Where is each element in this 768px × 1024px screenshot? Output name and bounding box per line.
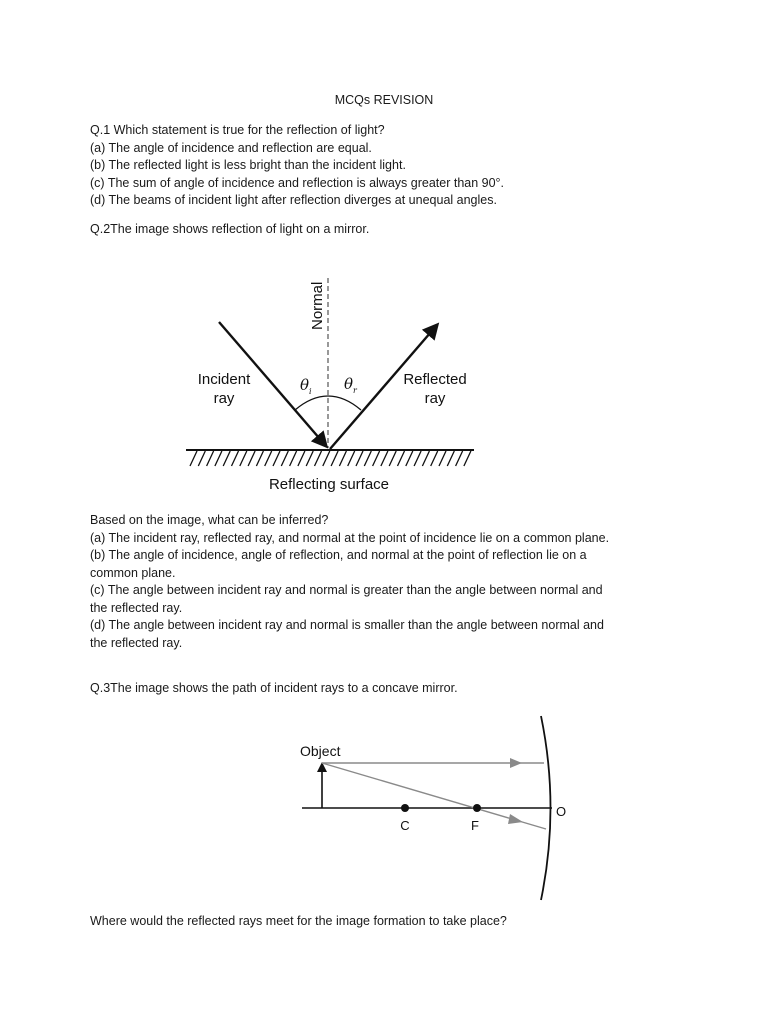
- surface-hatch-line: [431, 451, 438, 466]
- surface-hatch-line: [439, 451, 446, 466]
- surface-hatch-line: [414, 451, 421, 466]
- surface-hatch-line: [447, 451, 454, 466]
- surface-hatch-line: [248, 451, 255, 466]
- surface-hatching: [190, 451, 471, 466]
- question-1-option-a: (a) The angle of incidence and reflection are equal.: [90, 140, 372, 155]
- normal-label: Normal: [309, 281, 326, 330]
- question-1-option-c: (c) The sum of angle of incidence and reflection is always greater than 90°.: [90, 175, 505, 190]
- question-2-option-b: (b) The angle of incidence, angle of reflection, and normal at the point of reflection lie on a common plane.: [90, 548, 587, 580]
- surface-hatch-line: [456, 451, 463, 466]
- surface-hatch-line: [198, 451, 205, 466]
- reflected-ray-label-line-1: Reflected: [403, 371, 467, 388]
- page-title: MCQs REVISION: [334, 93, 434, 107]
- centre-of-curvature-label: C: [400, 818, 410, 833]
- parallel-ray-arrowhead: [510, 758, 522, 768]
- surface-hatch-line: [256, 451, 263, 466]
- question-2-heading: [90, 221, 620, 239]
- surface-hatch-line: [389, 451, 396, 466]
- surface-hatch-line: [240, 451, 247, 466]
- question-2-option-d: (d) The angle between incident ray and normal is smaller than the angle between normal and the reflected ray.: [90, 618, 604, 650]
- question-2-text: Q.2The image shows reflection of light on a mirror.: [90, 222, 370, 236]
- incident-ray-label-line-1: Incident: [197, 371, 251, 388]
- surface-hatch-line: [232, 451, 239, 466]
- surface-hatch-line: [223, 451, 230, 466]
- question-3-prompt: Where would the reflected rays meet for the image formation to take place?: [90, 914, 507, 928]
- surface-hatch-line: [281, 451, 288, 466]
- theta-reflection-label: θ: [344, 375, 354, 393]
- question-3-text: Q.3The image shows the path of incident rays to a concave mirror.: [90, 681, 458, 695]
- surface-hatch-line: [348, 451, 355, 466]
- focal-ray-arrowhead: [508, 814, 523, 824]
- question-3-body: [90, 913, 620, 931]
- surface-hatch-line: [422, 451, 429, 466]
- surface-hatch-line: [381, 451, 388, 466]
- surface-hatch-line: [207, 451, 214, 466]
- surface-hatch-line: [364, 451, 371, 466]
- question-2-body: [90, 512, 620, 652]
- surface-hatch-line: [315, 451, 322, 466]
- centre-of-curvature-point: [401, 804, 409, 812]
- question-1-text: Q.1 Which statement is true for the reflection of light?: [90, 123, 385, 137]
- reflected-ray-label-line-2: ray: [424, 390, 446, 407]
- question-2-option-a: (a) The incident ray, reflected ray, and normal at the point of incidence lie on a common plane.: [90, 530, 610, 545]
- surface-hatch-line: [464, 451, 471, 466]
- surface-hatch-line: [323, 451, 330, 466]
- theta-incidence-label: θ: [300, 376, 310, 394]
- surface-hatch-line: [373, 451, 380, 466]
- surface-hatch-line: [298, 451, 305, 466]
- question-2-prompt: Based on the image, what can be inferred?: [90, 513, 329, 527]
- question-2-option-c: (c) The angle between incident ray and normal is greater than the angle between normal and the reflected ray.: [90, 583, 603, 615]
- question-3-heading: [90, 680, 620, 698]
- concave-mirror-diagram: [290, 710, 580, 870]
- reflecting-surface-label: Reflecting surface: [268, 476, 390, 493]
- incident-ray-label-line-2: ray: [213, 390, 235, 407]
- object-label: Object: [300, 743, 341, 759]
- theta-reflection-subscript: r: [353, 386, 357, 395]
- surface-hatch-line: [406, 451, 413, 466]
- surface-hatch-line: [290, 451, 297, 466]
- surface-hatch-line: [356, 451, 363, 466]
- surface-hatch-line: [273, 451, 280, 466]
- question-1: [90, 122, 620, 210]
- reflection-diagram: [180, 270, 480, 500]
- surface-hatch-line: [398, 451, 405, 466]
- surface-hatch-line: [215, 451, 222, 466]
- surface-hatch-line: [265, 451, 272, 466]
- surface-hatch-line: [331, 451, 338, 466]
- pole-label: O: [556, 804, 567, 819]
- question-1-option-b: (b) The reflected light is less bright than the incident light.: [90, 158, 406, 172]
- surface-hatch-line: [306, 451, 313, 466]
- surface-hatch-line: [190, 451, 197, 466]
- focus-label: F: [471, 818, 479, 833]
- focus-point: [473, 804, 481, 812]
- question-1-option-d: (d) The beams of incident light after reflection diverges at unequal angles.: [90, 193, 497, 207]
- theta-incidence-subscript: i: [309, 387, 312, 396]
- surface-hatch-line: [339, 451, 346, 466]
